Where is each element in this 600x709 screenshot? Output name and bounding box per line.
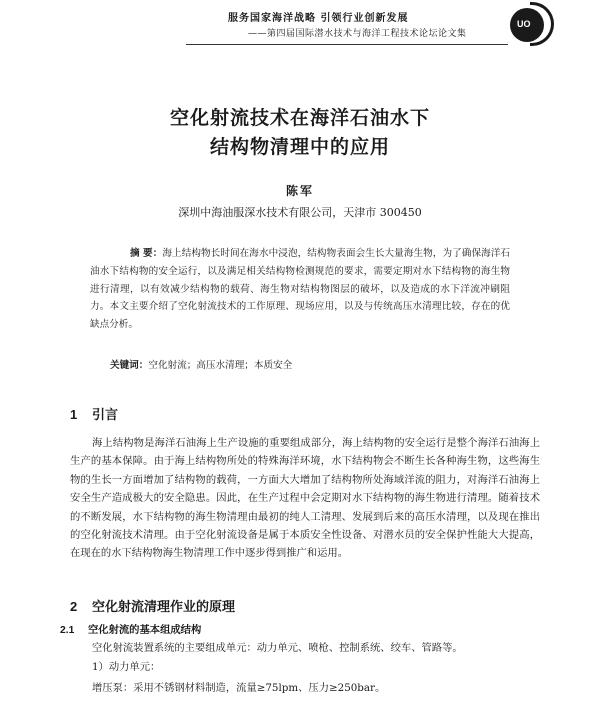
section-2-heading <box>70 596 235 615</box>
header-rule <box>186 44 508 45</box>
running-header-title: 服务国家海洋战略 引领行业创新发展 <box>228 13 409 24</box>
section-1-number: 1 <box>70 407 78 422</box>
subsection-2-1-heading <box>60 621 201 636</box>
subsection-2-1-title: 空化射流的基本组成结构 <box>88 625 202 636</box>
paper-title-line-2: 结构物清理中的应用 <box>209 136 390 158</box>
keywords-text: 空化射流；高压水清理；本质安全 <box>148 360 293 371</box>
booster-pump-line: 增压泵：采用不锈钢材料制造，流量≥75lpm、压力≥250bar。 <box>92 682 386 694</box>
author-name: 陈军 <box>285 184 314 198</box>
power-unit-item: 1）动力单元： <box>92 661 161 673</box>
running-header-subtitle: ——第四届国际潜水技术与海洋工程技术论坛论文集 <box>248 29 467 39</box>
section-1-heading <box>70 404 118 423</box>
subsection-2-1-number: 2.1 <box>60 625 75 636</box>
keywords-label: 关键词： <box>110 360 149 371</box>
composition-line: 空化射流装置系统的主要组成单元：动力单元、喷枪、控制系统、绞车、管路等。 <box>92 642 463 654</box>
keywords <box>110 357 510 371</box>
section-2-number: 2 <box>70 599 78 614</box>
logo-text: UO <box>517 19 531 29</box>
section-1-paragraph: 海上结构物是海洋石油海上生产设施的重要组成部分，海上结构物的安全运行是整个海洋石油海上生产的基本保障。由于海上结构物所处的特殊海洋环境，水下结构物会不断生长各种海生物，这些海生物的生长一方面增加了结构物的载荷，一方面大大增加了结构物所处海域洋流的阻力，对海洋石油海上安全生产造成极大的安全隐患。因此，在生产过程中会定期对水下结构物的海生物进行清理。随着技术的不断发展，水下结构物的海生物清理由最初的纯人工清理、发展到后来的高压水清理，以及现在推出的空化射流技术清理。由于空化射流设备是属于本质安全性设备、对潜水员的安全保护性能大大提高，在现在的水下结构物海生物清理工作中逐步得到推广和运用。 <box>70 437 540 560</box>
abstract-text: 海上结构物长时间在海水中浸泡，结构物表面会生长大量海生物，为了确保海洋石油水下结构物的安全运行，以及满足相关结构物检测规范的要求，需要定期对水下结构物的海生物进行清理，以有效减少结构物的载荷、海生物对结构物图层的破坏，以及造成的水下洋流冲刷阻力。本文主要介绍了空化射流技术的工作原理、现场应用，以及与传统高压水清理比较，存在的优缺点分析。 <box>90 248 511 331</box>
abstract-label: 摘 要： <box>130 248 163 259</box>
section-1-title: 引言 <box>92 407 119 422</box>
author-affiliation: 深圳中海油服深水技术有限公司，天津市 300450 <box>178 206 422 219</box>
section-2-title: 空化射流清理作业的原理 <box>92 599 236 614</box>
abstract <box>90 245 510 334</box>
paper-title-line-1: 空化射流技术在海洋石油水下 <box>169 107 430 129</box>
